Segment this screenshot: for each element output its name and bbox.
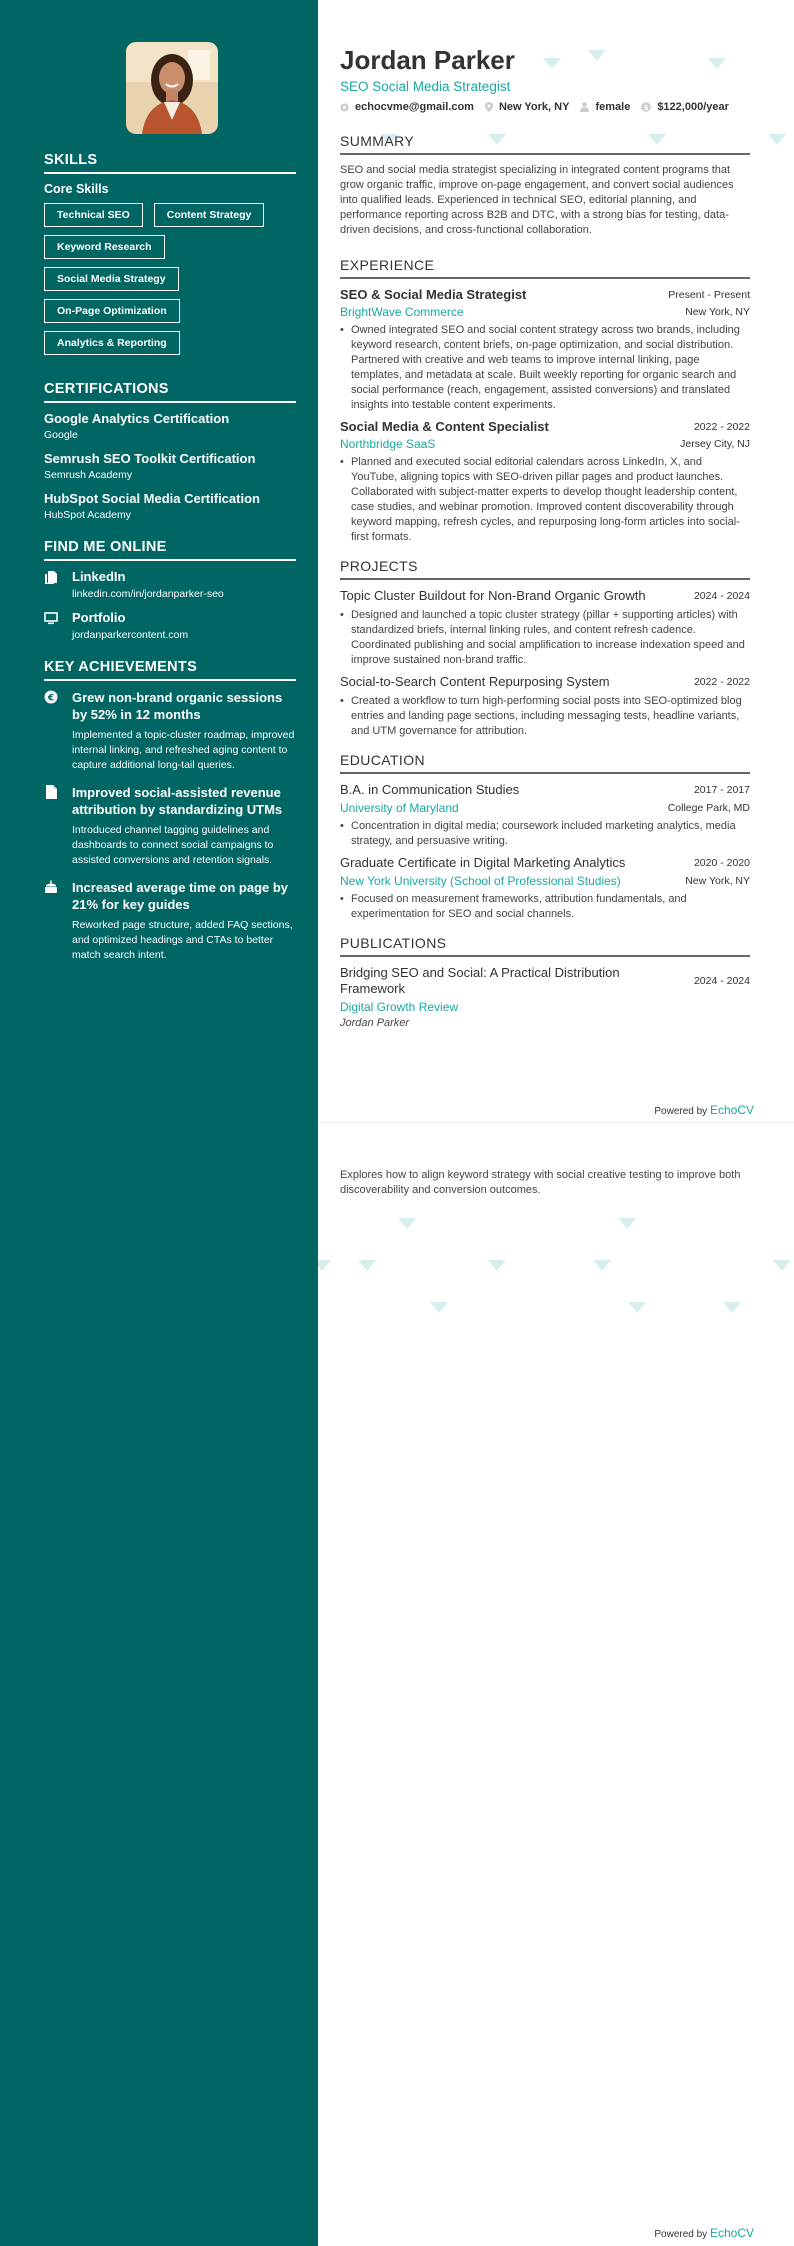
project-item [340,674,750,739]
achievement-title: Increased average time on page by 21% for key guides [72,880,289,912]
page-divider [318,1122,794,1123]
skill-tag: Social Media Strategy [44,267,179,291]
school-location: New York, NY [685,875,750,887]
achievement-desc: Implemented a topic-cluster roadmap, improved internal linking, and refreshed aging content to capture additional long-tail queries. [72,729,295,771]
cake-icon [44,879,60,963]
gender-text: female [595,101,631,113]
certification-org: HubSpot Academy [44,509,131,521]
publications-heading: PUBLICATIONS [340,935,750,957]
portfolio-url[interactable]: jordanparkercontent.com [72,629,189,641]
summary-heading: SUMMARY [340,133,750,155]
powered-by-footer [654,1103,754,1117]
achievement-item [44,784,296,868]
achievement-item [44,879,296,963]
education-item [340,855,750,922]
achievement-item [44,689,296,773]
education-dates: 2017 - 2017 [693,784,750,796]
powered-by-footer [654,2226,754,2240]
school-name: New York University (School of Professional Studies) [340,874,621,888]
achievement-desc: Introduced channel tagging guidelines and dashboards to connect social campaigns to assisted conversions and retention signals. [72,824,274,866]
certification-title: Google Analytics Certification [44,411,230,426]
job-bullet: • Planned and executed social editorial calendars across LinkedIn, X, and YouTube, aligning topics with SEO-driven pillar pages and product launches. Collaborated with subject-matter experts to develop thought leadership content, case studies, and webinar promotion. Improved content discoverability through keyword mapping, refresh cycles, and repurposing long-form articles into social-first formats. [340,455,750,545]
education-bullet: • Concentration in digital media; coursework included marketing analytics, media strategy, and persuasive writing. [340,819,750,849]
job-dates: Present - Present [668,289,750,301]
powered-by-text: Powered by [654,1106,708,1117]
skills-heading: SKILLS [44,152,296,174]
publication-description: Explores how to align keyword strategy with social creative testing to improve both discoverability and conversion outcomes. [340,1169,741,1196]
certification-org: Google [44,429,78,441]
svg-text:$: $ [643,103,649,112]
gender-contact [580,101,630,113]
summary-text: SEO and social media strategist specializing in integrated content programs that grow organic traffic, improve on-page engagement, and convert social audiences into qualified leads. Experienced in technical SEO, editorial planning, and performance reporting across B2B and DTC, with a strong bias for testing, data-driven decisions, and cross-functional collaboration. [340,164,734,236]
online-section [44,539,296,641]
salary-contact [641,101,729,113]
dollar-circle-icon [641,102,651,112]
achievement-title: Improved social-assisted revenue attribution by standardizing UTMs [72,785,283,817]
job-title: Social Media & Content Specialist [340,419,549,434]
certification-org: Semrush Academy [44,469,133,481]
education-item [340,782,750,849]
projects-section [318,558,794,739]
svg-text:€: € [47,693,55,704]
person-icon [580,102,589,112]
main-content [318,0,794,2246]
job-company: BrightWave Commerce [340,305,464,319]
summary-section [318,133,794,238]
linkedin-url[interactable]: linkedin.com/in/jordanparker-seo [72,588,224,600]
project-title: Social-to-Search Content Repurposing System [340,674,610,689]
education-heading: EDUCATION [340,752,750,774]
achievement-desc: Reworked page structure, added FAQ sections, and optimized headings and CTAs to better match search intent. [72,919,293,961]
skill-tag: Keyword Research [44,235,165,259]
online-heading: FIND ME ONLINE [44,539,296,561]
degree-title: B.A. in Communication Studies [340,782,520,797]
sidebar [0,0,318,2246]
email-contact[interactable] [340,101,474,113]
publication-dates: 2024 - 2024 [693,975,750,987]
experience-item [340,419,750,545]
publication-author: Jordan Parker [340,1017,410,1029]
core-skills-subheading: Core Skills [44,182,109,196]
certification-item [44,491,296,521]
school-name: University of Maryland [340,801,459,815]
certification-title: HubSpot Social Media Certification [44,491,260,506]
brand-logo[interactable]: EchoCV [709,2226,754,2240]
publications-section [318,935,794,1029]
salary-text: $122,000/year [657,101,729,113]
publication-title: Bridging SEO and Social: A Practical Distribution Framework [340,965,620,996]
skills-section [44,152,296,363]
certifications-section [44,381,296,521]
experience-item [340,287,750,413]
skill-tag: Content Strategy [154,203,265,227]
file-icon [44,784,60,868]
resume-header [318,0,794,113]
powered-by-text: Powered by [654,2229,708,2240]
experience-heading: EXPERIENCE [340,257,750,279]
certification-item [44,411,296,441]
job-location: New York, NY [685,306,750,318]
education-bullet: • Focused on measurement frameworks, attribution fundamentals, and experimentation for SEO and social channels. [340,892,750,922]
job-bullet: • Owned integrated SEO and social content strategy across two brands, including keyword research, content briefs, on-page optimization, and social distribution. Partnered with creative and web teams to improve internal linking, page templates, and metadata at scale. Built weekly reporting for organic search and social performance (reach, engagement, assisted conversions) and translated insights into testable content experiments. [340,323,750,413]
project-bullet: • Designed and launched a topic cluster strategy (pillar + supporting articles) with standardized briefs, internal linking rules, and content refresh cadence. Coordinated publishing and social amplification to increase indexation speed and improve sustained non-brand traffic. [340,608,750,668]
email-text: echocvme@gmail.com [355,101,474,113]
euro-circle-icon [44,689,60,773]
skill-tag: Technical SEO [44,203,143,227]
achievement-title: Grew non-brand organic sessions by 52% in 12 months [72,690,283,722]
portfolio-link[interactable] [44,610,296,641]
certification-title: Semrush SEO Toolkit Certification [44,451,256,466]
project-dates: 2024 - 2024 [693,590,750,602]
linkedin-link[interactable] [44,569,296,600]
document-icon [44,569,60,600]
monitor-icon [44,610,60,641]
degree-title: Graduate Certificate in Digital Marketing Analytics [340,855,626,870]
certification-item [44,451,296,481]
at-icon [340,103,349,112]
candidate-name: Jordan Parker [340,45,515,75]
avatar [126,42,218,134]
skill-tag: Analytics & Reporting [44,331,180,355]
school-location: College Park, MD [667,802,750,814]
location-text: New York, NY [498,101,570,113]
portfolio-label: Portfolio [72,610,126,625]
project-title: Topic Cluster Buildout for Non-Brand Organic Growth [340,588,646,603]
job-company: Northbridge SaaS [340,437,436,451]
education-dates: 2020 - 2020 [693,857,750,869]
location-pin-icon [485,102,493,112]
certifications-heading: CERTIFICATIONS [44,381,296,403]
education-section [318,752,794,922]
projects-heading: PROJECTS [340,558,750,580]
job-title: SEO & Social Media Strategist [340,287,527,302]
achievements-section [44,659,296,963]
project-dates: 2022 - 2022 [693,676,750,688]
candidate-title: SEO Social Media Strategist [340,79,511,94]
job-dates: 2022 - 2022 [693,421,750,433]
linkedin-label: LinkedIn [72,569,126,584]
achievements-heading: KEY ACHIEVEMENTS [44,659,296,681]
project-item [340,588,750,668]
publication-publisher: Digital Growth Review [340,1000,459,1014]
project-bullet: • Created a workflow to turn high-performing social posts into SEO-optimized blog entries and landing page sections, including messaging tests, headline variants, and UTM governance for attribution. [340,694,750,739]
skill-tag: On-Page Optimization [44,299,180,323]
job-location: Jersey City, NJ [680,438,750,450]
experience-section [318,257,794,545]
contact-bar [340,101,750,113]
brand-logo[interactable]: EchoCV [709,1103,754,1117]
location-contact [485,101,570,113]
